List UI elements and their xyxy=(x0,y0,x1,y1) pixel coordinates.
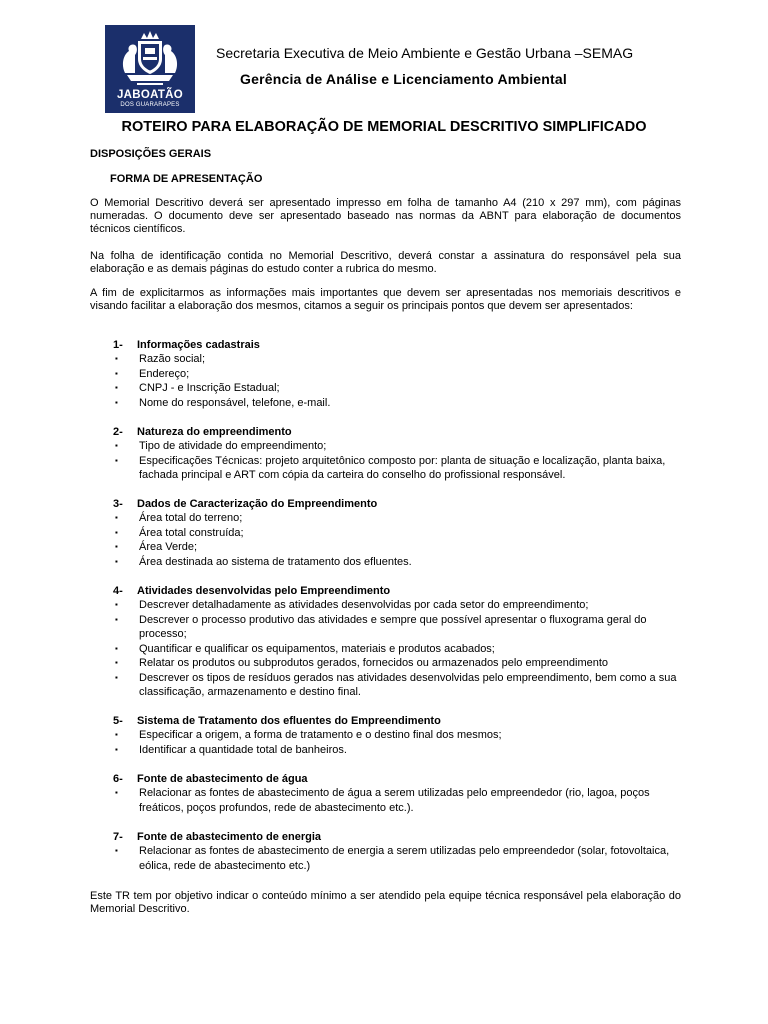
jaboatao-logo xyxy=(105,25,195,113)
list-item: ▪ Identificar a quantidade total de banheiros. xyxy=(115,743,347,756)
list-item: ▪ Especificar a origem, a forma de tratamento e o destino final dos mesmos; xyxy=(115,729,502,741)
list-item: ▪ Área total construída; xyxy=(115,526,244,539)
section-activities xyxy=(113,584,683,700)
paragraph-signature: Na folha de identificação contida no Memorial Descritivo, deverá constar a assinatura do responsável pela sua elaboração e as demais páginas do estudo conter a rubrica do mesmo. xyxy=(90,250,681,275)
list-item: ▪ Tipo de atividade do empreendimento; xyxy=(115,440,327,452)
list-item: ▪ Área destinada ao sistema de tratamento dos efluentes. xyxy=(115,555,412,568)
list-item: ▪ Descrever o processo produtivo das atividades e sempre que possível apresentar o fluxograma geral do processo; xyxy=(115,613,647,640)
section-title: Natureza do empreendimento xyxy=(137,426,292,438)
section-heading xyxy=(113,497,683,511)
section-number: 1- xyxy=(113,339,123,351)
section-title: Fonte de abastecimento de energia xyxy=(137,831,321,843)
section-number: 5- xyxy=(113,715,123,727)
section-effluent-treatment xyxy=(113,714,683,757)
bullet-icon: ▪ xyxy=(115,846,118,855)
list-item: ▪ Relatar os produtos ou subprodutos gerados, fornecidos ou armazenados pelo empreendimento xyxy=(115,657,609,669)
bullet-icon: ▪ xyxy=(115,441,118,450)
bullet-icon: ▪ xyxy=(115,788,118,797)
section-number: 7- xyxy=(113,831,123,843)
list-item: ▪ Especificações Técnicas: projeto arquitetônico composto por: planta de situação e localização, planta baixa, fachada principal e ART com cópia da carteira do conselho do profissional responsável. xyxy=(115,454,666,481)
list-item: ▪ Quantificar e qualificar os equipamentos, materiais e produtos acabados; xyxy=(115,642,495,655)
section-heading xyxy=(113,338,683,352)
section-title: Dados de Caracterização do Empreendimento xyxy=(137,498,378,510)
bullet-icon: ▪ xyxy=(115,730,118,739)
section-title: Fonte de abastecimento de água xyxy=(137,773,308,785)
general-provisions-heading: DISPOSIÇÕES GERAIS xyxy=(90,148,212,160)
bullet-icon: ▪ xyxy=(115,455,118,465)
section-heading xyxy=(113,772,683,786)
list-item: ▪ Endereço; xyxy=(115,367,190,380)
list-item: ▪ Relacionar as fontes de abastecimento de água a serem utilizadas pelo empreendedor (rio, lagoa, poços freáticos, poços profundos, rede de abastecimento etc.). xyxy=(115,787,650,814)
bullet-icon: ▪ xyxy=(115,556,118,566)
bullet-icon: ▪ xyxy=(115,600,118,609)
paragraph-format: O Memorial Descritivo deverá ser apresentado impresso em folha de tamanho A4 (210 x 297 mm), com páginas numeradas. O documento deve ser apresentado baseado nas normas da ABNT para elaboração de documentos técnicos científicos. xyxy=(90,197,681,235)
section-energy-supply xyxy=(113,830,683,873)
bullet-icon: ▪ xyxy=(115,672,118,682)
list-item: ▪ Área Verde; xyxy=(115,541,198,553)
closing-paragraph: Este TR tem por objetivo indicar o conteúdo mínimo a ser atendido pela equipe técnica responsável pela elaboração do Memorial Descritivo. xyxy=(90,890,681,915)
section-water-supply xyxy=(113,772,683,815)
department-name: Gerência de Análise e Licenciamento Ambiental xyxy=(240,71,567,87)
bullet-icon: ▪ xyxy=(115,542,118,551)
section-heading xyxy=(113,584,683,598)
bullet-icon: ▪ xyxy=(115,513,118,522)
bullet-icon: ▪ xyxy=(115,354,118,363)
section-title: Informações cadastrais xyxy=(137,339,260,351)
list-item: ▪ Relacionar as fontes de abastecimento de energia a serem utilizadas pelo empreendedor (solar, fotovoltaica, eólica, rede de abastecimento etc.) xyxy=(115,845,670,872)
bullet-icon: ▪ xyxy=(115,643,118,653)
section-number: 2- xyxy=(113,426,123,438)
logo-text: JABOATÃO xyxy=(116,89,184,101)
section-characterization-data xyxy=(113,497,683,569)
document-title: ROTEIRO PARA ELABORAÇÃO DE MEMORIAL DESCRITIVO SIMPLIFICADO xyxy=(121,119,647,135)
bullet-icon: ▪ xyxy=(115,368,118,378)
list-item: ▪ Descrever os tipos de resíduos gerados nas atividades desenvolvidas pelo empreendimento, bem como a sua classificação, armazenamento e destino final. xyxy=(115,671,677,698)
section-number: 4- xyxy=(113,585,123,597)
section-cadastral-info xyxy=(113,338,683,410)
section-title: Sistema de Tratamento dos efluentes do Empreendimento xyxy=(137,715,441,727)
organization-name: Secretaria Executiva de Meio Ambiente e Gestão Urbana –SEMAG xyxy=(216,45,634,61)
bullet-icon: ▪ xyxy=(115,527,118,537)
section-number: 6- xyxy=(113,773,123,785)
list-item: ▪ CNPJ - e Inscrição Estadual; xyxy=(115,382,280,394)
bullet-icon: ▪ xyxy=(115,383,118,392)
logo-subtext: DOS GUARARAPES xyxy=(120,102,180,108)
section-title: Atividades desenvolvidas pelo Empreendimento xyxy=(137,585,391,597)
presentation-format-heading: FORMA DE APRESENTAÇÃO xyxy=(110,173,263,185)
bullet-icon: ▪ xyxy=(115,397,118,407)
section-enterprise-nature xyxy=(113,425,683,483)
paragraph-intro: A fim de explicitarmos as informações mais importantes que devem ser apresentadas nos memoriais descritivos e visando facilitar a elaboração dos mesmos, citamos a seguir os principais pontos que devem ser apresentados: xyxy=(90,287,681,312)
list-item: ▪ Nome do responsável, telefone, e-mail. xyxy=(115,396,331,409)
bullet-icon: ▪ xyxy=(115,744,118,754)
section-heading xyxy=(113,425,683,439)
bullet-icon: ▪ xyxy=(115,658,118,667)
bullet-icon: ▪ xyxy=(115,614,118,624)
section-number: 3- xyxy=(113,498,123,510)
list-item: ▪ Razão social; xyxy=(115,353,206,365)
list-item: ▪ Descrever detalhadamente as atividades desenvolvidas por cada setor do empreendimento; xyxy=(115,599,589,611)
section-heading xyxy=(113,714,683,728)
list-item: ▪ Área total do terreno; xyxy=(115,512,243,524)
section-heading xyxy=(113,830,683,844)
